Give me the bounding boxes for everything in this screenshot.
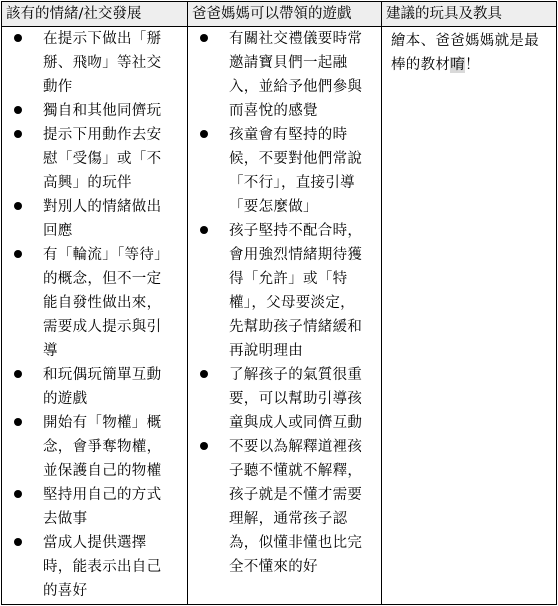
list-item-line: 為，似懂非懂也比完 [229,535,363,551]
list-item [2,483,187,531]
bullet-icon [14,250,22,258]
list-item-line: 孩子就是不懂才需要 [229,487,363,503]
content-row [2,27,557,605]
list-item-line: 在提示下做出「掰 [43,31,162,47]
bullet-icon [14,418,22,426]
list-item-line: 有關社交禮儀要時常 [229,31,363,47]
list-item [2,411,187,483]
list-item-line: 候，不要對他們常說 [229,151,363,167]
list-item-line: 開始有「物權」概 [43,415,162,431]
bullet-icon [200,34,208,42]
list-item-line: 並保護自己的物權 [43,463,162,479]
list-item-line: 孩子堅持不配合時， [229,223,363,239]
bullet-icon [14,106,22,114]
list-item-line: 不要以為解釋道裡孩 [229,439,363,455]
toys-cell [382,27,557,605]
list-item-line: 高興」的玩伴 [43,175,132,191]
list-item [2,531,187,603]
list-item-line: 邀請寶貝們一起融 [229,55,348,71]
list-item-line: 時，能表示出自己 [43,559,162,575]
toys-line-end: ！ [465,57,480,73]
list-item-line: 「要怎麼做」 [229,199,318,215]
development-cell [2,27,188,605]
bullet-icon [14,370,22,378]
bullet-icon [200,370,208,378]
bullet-icon [200,442,208,450]
list-item-line: 要，可以幫助引導孩 [229,391,363,407]
list-item-line: 對別人的情緒做出 [43,199,162,215]
list-item-line: 有「輪流」「等待」 [43,247,169,263]
list-item [188,219,381,363]
bullet-icon [200,226,208,234]
list-item-line: 掰、飛吻」等社交 [43,55,162,71]
header-suggested-toys: 建議的玩具及教具 [382,2,557,27]
games-cell [188,27,382,605]
toys-line: 繪本、爸爸媽媽就是最 [391,33,539,49]
parenting-guide-table [1,1,557,605]
list-item [188,435,381,579]
list-item-line: 獨自和其他同儕玩 [43,103,162,119]
list-item-line: 了解孩子的氣質很重 [229,367,363,383]
list-item-line: 堅持用自己的方式 [43,487,162,503]
list-item-line: 權」，父母要淡定， [229,295,355,311]
list-item-line: 能自發性做出來， [43,295,162,311]
list-item-line: 入，並給予他們參與 [229,79,363,95]
list-item [2,27,187,99]
header-row [2,2,557,27]
list-item-line: 童與成人或同儕互動 [229,415,363,431]
header-emotional-social-development: 該有的情緒/社交發展 [2,2,188,27]
list-item-line: 「不行」，直接引導 [229,175,355,191]
list-item-line: 而喜悅的感覺 [229,103,318,119]
list-item-line: 慰「受傷」或「不 [43,151,162,167]
list-item-line: 念，會爭奪物權， [43,439,162,455]
bullet-icon [14,34,22,42]
bullet-icon [14,538,22,546]
list-item [188,363,381,435]
games-list [188,27,381,579]
list-item [188,27,381,123]
list-item-line: 全不懂來的好 [229,559,318,575]
list-item-line: 回應 [43,223,73,239]
list-item-line: 子聽不懂就不解釋， [229,463,363,479]
list-item-line: 去做事 [43,511,88,527]
list-item [2,123,187,195]
list-item-line: 孩童會有堅持的時 [229,127,348,143]
list-item-line: 理解，通常孩子認 [229,511,348,527]
list-item-line: 的遊戲 [43,391,88,407]
development-list [2,27,187,603]
list-item-line: 的概念，但不一定 [43,271,162,287]
list-item-line: 動作 [43,79,73,95]
bullet-icon [14,130,22,138]
list-item [2,363,187,411]
list-item-line: 會用強烈情緒期待獲 [229,247,363,263]
list-item [2,243,187,363]
bullet-icon [14,490,22,498]
toys-highlighted-word: 唷 [450,57,466,73]
list-item-line: 提示下用動作去安 [43,127,162,143]
list-item-line: 得「允許」或「特 [229,271,348,287]
list-item-line: 當成人提供選擇 [43,535,147,551]
list-item-line: 先幫助孩子情緒緩和 [229,319,363,335]
list-item-line: 需要成人提示與引 [43,319,162,335]
list-item [2,195,187,243]
bullet-icon [14,202,22,210]
bullet-icon [200,130,208,138]
toys-line: 棒的教材 [391,57,451,73]
list-item-line: 的喜好 [43,583,88,599]
list-item-line: 再說明理由 [229,343,303,359]
list-item [188,123,381,219]
header-parent-led-games: 爸爸媽媽可以帶領的遊戲 [188,2,382,27]
toys-text [382,27,556,77]
list-item [2,99,187,123]
list-item-line: 導 [43,343,58,359]
list-item-line: 和玩偶玩簡單互動 [43,367,162,383]
